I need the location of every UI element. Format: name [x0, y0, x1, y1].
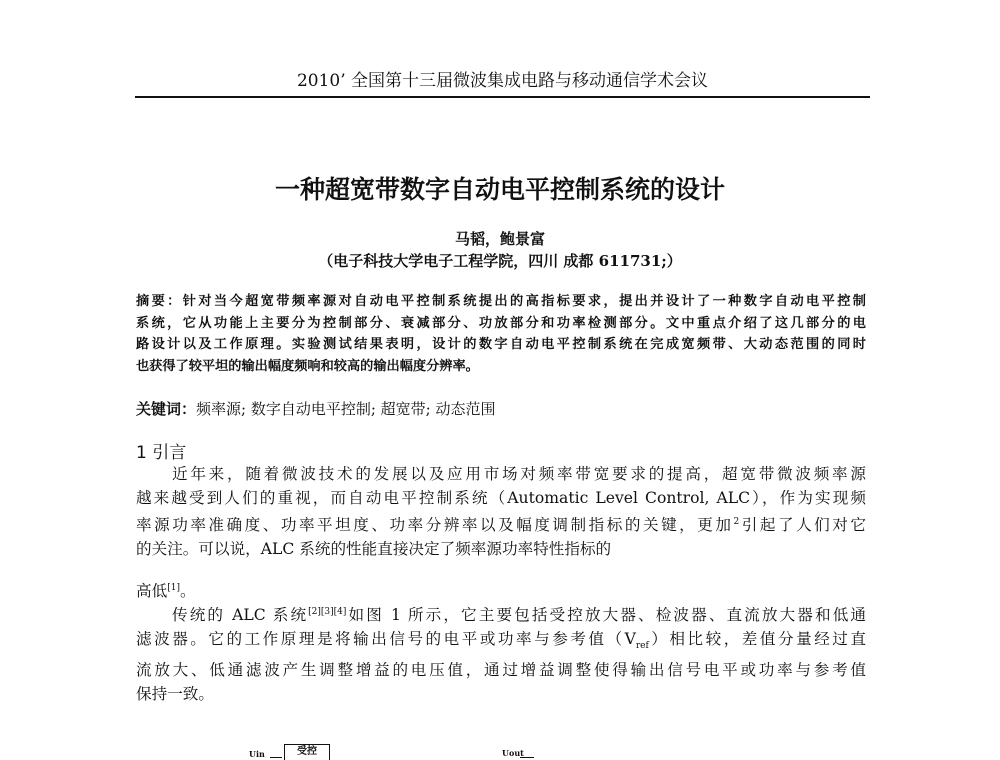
text-line: 引起了人们对它: [739, 516, 866, 535]
uin-label: Uin: [249, 749, 265, 759]
abstract-line: 也获得了较平坦的输出幅度频响和较高的输出幅度分辨率。: [136, 358, 479, 374]
controlled-amplifier-box: [284, 744, 330, 760]
keywords-label: 关键词：: [136, 400, 197, 418]
superscript: 2: [733, 517, 740, 527]
text-line: 的关注。可以说，ALC 系统的性能直接决定了频率源功率特性指标的: [136, 540, 612, 559]
text-line: 率源功率准确度、功率平坦度、功率分辨率以及幅度调制指标的关键，更加: [136, 516, 734, 535]
abstract: [136, 291, 866, 377]
text: 。: [179, 582, 196, 601]
box-label: 受控: [297, 746, 317, 757]
authors: 马韬，鲍景富: [454, 230, 545, 248]
text-line: 流放大、低通滤波产生调整增益的电压值，通过增益调整使得输出信号电平或功率与参考值: [136, 661, 866, 680]
citation: [2][3][4]: [308, 607, 347, 617]
paragraph-alc: [136, 600, 866, 706]
text: 如图 1 所示，它主要包括受控放大器、检波器、直流放大器和低通: [346, 606, 866, 625]
text-line: 近年来，随着微波技术的发展以及应用市场对频率带宽要求的提高，超宽带微波频率源: [172, 465, 866, 483]
abstract-line: 系统，它从功能上主要分为控制部分、衰减部分、功放部分和功率检测部分。文中重点介绍了这几部分的电: [136, 315, 866, 331]
text: 高低: [136, 582, 168, 601]
header-rule: [135, 96, 870, 98]
output-arrow: [520, 757, 534, 758]
affiliation: （电子科技大学电子工程学院，四川 成都 611731;）: [318, 252, 682, 270]
figure-1-block-diagram: [0, 735, 1000, 760]
section-heading: 1 引言: [136, 443, 187, 463]
keywords-text: 频率源; 数字自动电平控制; 超宽带; 动态范围: [196, 400, 496, 418]
text-line: 越来越受到人们的重视，而自动电平控制系统（Automatic Level Control, ALC），作为实现频: [136, 489, 866, 507]
uout-label: Uout: [502, 748, 524, 758]
citation: [1]: [167, 583, 180, 593]
input-arrow: [270, 757, 282, 758]
abstract-label: 摘要：: [136, 294, 183, 309]
subscript: ref: [635, 641, 649, 652]
paragraph-intro: [136, 462, 866, 561]
text: ）相比较，差值分量经过直: [648, 630, 866, 649]
running-header: 2010’ 全国第十三届微波集成电路与移动通信学术会议: [296, 71, 709, 91]
abstract-line: 路设计以及工作原理。实验测试结果表明，设计的数字自动电平控制系统在完成宽频带、大动态范围的同时: [136, 337, 866, 352]
paper-title: 一种超宽带数字自动电平控制系统的设计: [274, 175, 725, 204]
text-line: 保持一致。: [136, 685, 214, 704]
text: 传统的 ALC 系统: [172, 606, 309, 625]
text: 滤波器。它的工作原理是将输出信号的电平或功率与参考值（V: [136, 630, 636, 649]
keywords: [136, 398, 495, 419]
abstract-line: 针对当今超宽带频率源对自动电平控制系统提出的高指标要求，提出并设计了一种数字自动电平控制: [182, 294, 866, 309]
